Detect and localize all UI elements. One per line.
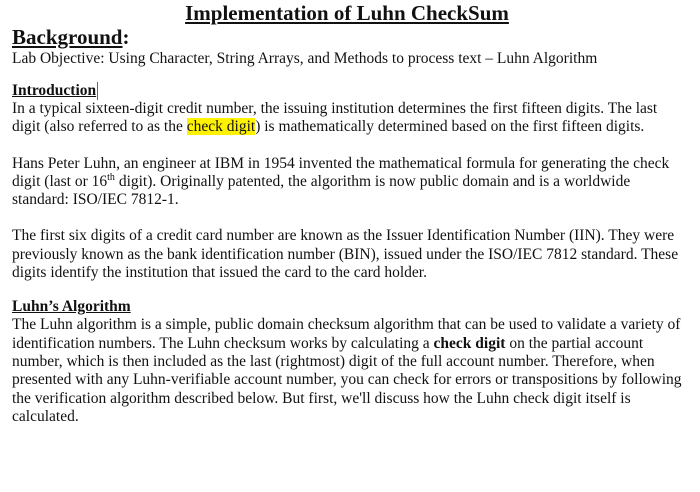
ordinal-superscript: th — [107, 171, 115, 183]
paragraph-spacer — [12, 282, 682, 298]
intro-paragraph-3: The first six digits of a credit card number are known as the Issuer Identification Number (IIN). They were previously known as the bank identification number (BIN), issued under the ISO/IEC 7812 standard. These digits identify the institution that issued the card to the card holder. — [12, 227, 679, 282]
intro-p1-text-before: In a typical sixteen-digit credit number, the issuing institution determines the first fifteen digits. The last digit (also referred to as the — [12, 100, 658, 136]
luhn-paragraph — [12, 316, 682, 426]
intro-p1-text-after: ) is mathematically determined based on the first fifteen digits. — [255, 118, 645, 136]
background-heading-colon: : — [122, 25, 130, 49]
intro-paragraph-2 — [12, 155, 682, 210]
paragraph-spacer — [12, 209, 682, 227]
introduction-heading: Introduction — [12, 82, 97, 99]
check-digit-bold: check digit — [433, 334, 506, 352]
background-heading-text: Background — [12, 25, 123, 49]
luhn-p-text-before: The Luhn algorithm is a simple, public domain checksum algorithm that can be used to validate a variety of identification numbers. The Luhn checksum works by calculating a — [12, 316, 681, 352]
intro-p2-text-before: Hans Peter Luhn, an engineer at IBM in 1954 invented the mathematical formula for generating the check digit (last or 16 — [12, 154, 670, 190]
lab-objective: Lab Objective: Using Character, String Arrays, and Methods to process text – Luhn Algorithm — [12, 50, 598, 67]
luhn-algorithm-heading: Luhn’s Algorithm — [12, 298, 131, 316]
check-digit-highlight: check digit — [186, 118, 256, 136]
document-title: Implementation of Luhn CheckSum — [185, 1, 509, 25]
paragraph-spacer — [12, 137, 682, 155]
background-heading — [12, 25, 682, 49]
intro-paragraph-1 — [12, 100, 682, 137]
luhn-p-text-after: on the partial account number, which is then included as the last (rightmost) digit of the full account number. Therefore, when presented with any Luhn-verifiable account number, you can check for errors or transpositions by following the verification algorithm described below. But first, we'll discuss how the Luhn check digit itself is calculated. — [12, 334, 682, 425]
intro-p2-text-after: digit). Originally patented, the algorithm is now public domain and is a worldwide standard: ISO/IEC 7812-1. — [12, 172, 631, 209]
